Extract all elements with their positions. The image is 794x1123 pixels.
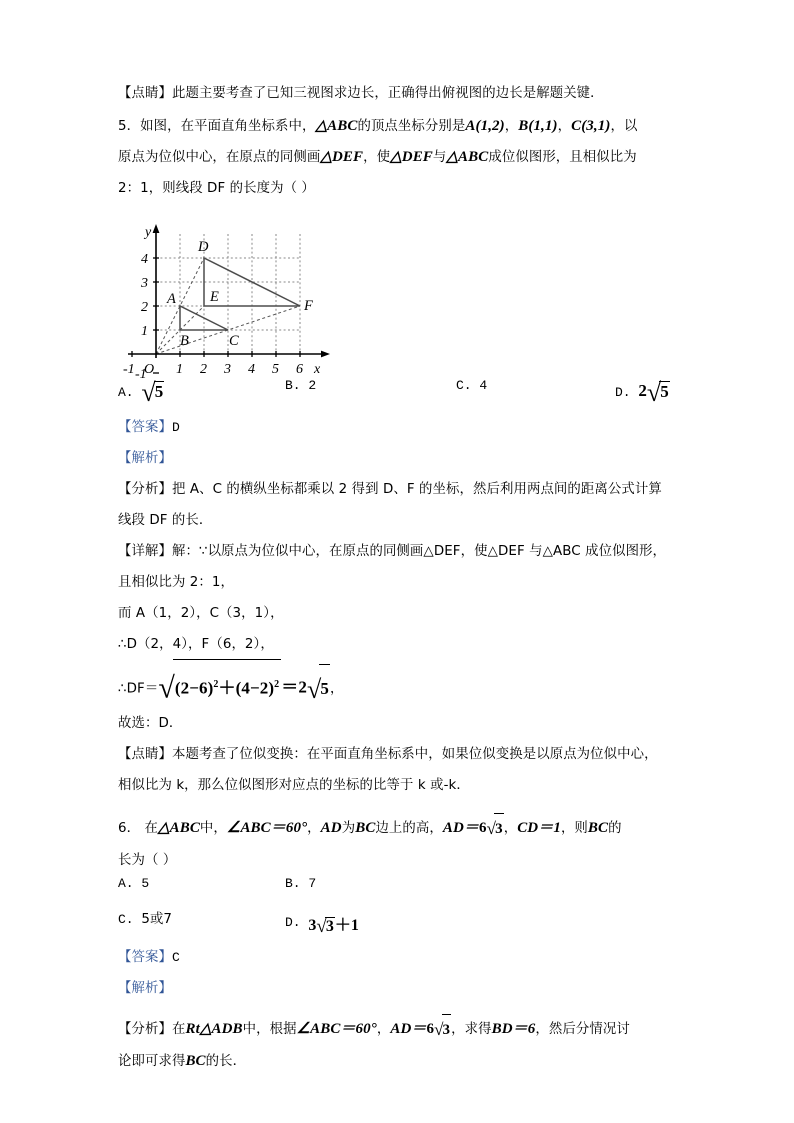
q5-stem-l3: 2：1，则线段 DF 的长度为（ ）: [118, 181, 315, 196]
q6-stem-p5: 边上的高，: [375, 821, 443, 836]
q5-formula-equals: ＝: [281, 677, 299, 697]
q6-analysis-p5: ，然后分情况讨: [535, 1022, 630, 1037]
q6-analysis-bd: BD＝6: [491, 1021, 536, 1037]
y-tick-1: 1: [141, 324, 148, 339]
q5-detail-line-1: [118, 536, 690, 567]
q5-option-a-value: √5: [141, 378, 164, 407]
q5-stem-part2: 的顶点坐标分别是: [357, 119, 466, 134]
q5-stem-line-2: [118, 142, 690, 173]
q5-detail-line-2: [118, 567, 690, 598]
q6-analysis-p2: 中，根据: [242, 1022, 297, 1037]
q6-analysis-p4: ，求得: [451, 1022, 492, 1037]
q5-answer-line: [118, 412, 690, 443]
q6-math-abc: △ABC: [157, 820, 200, 836]
q5-option-c[interactable]: [456, 378, 487, 393]
q5-formula-prefix: ∴DF＝: [118, 681, 159, 697]
label-D: D: [198, 239, 209, 255]
q5-point-line-2: [118, 770, 690, 801]
q5-conclusion: 故选：D．: [118, 716, 183, 731]
q6-option-a-value: 5: [141, 876, 150, 891]
q5-point-c: C(3,1): [571, 118, 611, 134]
q6-option-b-value: 7: [308, 876, 317, 891]
q5-option-c-tag: C.: [456, 378, 472, 393]
q6-analysis-ad-coef: 6: [426, 1021, 435, 1037]
label-A: A: [167, 291, 176, 307]
label-C: C: [229, 333, 239, 349]
x-tick-2: 2: [200, 362, 207, 377]
x-tick-1: 1: [176, 362, 183, 377]
q6-answer-value: C: [171, 950, 180, 965]
q6-stem-p4: 为: [341, 821, 356, 836]
q5-formula-radical: $√(2-6)^2+(4-2)^2$: [158, 660, 281, 714]
q6-stem-line-1: [118, 813, 690, 845]
y-axis-label: y: [145, 225, 152, 240]
q5-formula-tail: ，: [329, 681, 344, 697]
note-top-text: 【点睛】此题主要考查了已知三视图求边长，正确得出俯视图的边长是解题关键．: [118, 86, 604, 101]
q5-point-l2: 相似比为 k，那么位似图形对应点的坐标的比等于 k 或-k．: [118, 778, 470, 793]
q6-option-c-value: 5或7: [141, 912, 172, 927]
q6-math-ad-radical: √3: [487, 814, 504, 845]
q5-stem-part1: 5．如图，在平面直角坐标系中，: [118, 119, 316, 134]
label-E: E: [210, 289, 219, 305]
q6-option-c[interactable]: [118, 908, 172, 927]
x-tick-6: 6: [296, 362, 303, 377]
q5-option-c-value: 4: [479, 378, 488, 393]
q6-stem-p7: ，则: [560, 821, 588, 836]
q6-option-a-tag: A.: [118, 876, 134, 891]
q6-option-d-radical: √3: [316, 916, 334, 937]
q6-analysis-line-1: [118, 1014, 690, 1046]
q6-math-angle: ∠ABC＝60°: [226, 820, 308, 836]
q6-option-c-tag: C.: [118, 912, 134, 927]
q5-stem-l2b: ，使: [363, 150, 391, 165]
q6-analysis-line-2: [118, 1046, 690, 1077]
q5-detail-tag: 【详解】: [118, 544, 172, 559]
q5-formula-term2: (4−2): [235, 678, 275, 698]
q6-analysis-p1: 在: [171, 1022, 186, 1037]
q6-math-bc: BC: [355, 820, 376, 836]
q5-option-a-tag: A.: [118, 385, 134, 400]
q5-option-a-radicand: 5: [154, 382, 164, 401]
y-tick--1: -1: [135, 367, 147, 378]
q5-analysis-line-1: [118, 474, 690, 505]
q6-stem-l2: 长为（ ）: [118, 853, 177, 868]
q5-detail-l4: ∴D（2，4），F（6，2），: [118, 637, 274, 652]
q6-math-cd: CD＝1: [517, 820, 561, 836]
q5-detail-l3: 而 A（1，2），C（3，1），: [118, 606, 284, 621]
q5-analysis-l1: 把 A、C 的横纵坐标都乘以 2 得到 D、F 的坐标，然后利用两点间的距离公式计算: [171, 482, 662, 497]
q6-stem-line-2: [118, 845, 690, 876]
q6-options-row-2: [118, 908, 690, 942]
q6-stem-p8: 的: [608, 821, 622, 836]
q6-analysis-ad-eq: AD＝: [390, 1021, 427, 1037]
q5-detail-line-4: [118, 629, 690, 660]
axis-ticks: [132, 258, 300, 373]
q5-option-b[interactable]: [285, 378, 316, 393]
q6-analysis-l2-bc: BC: [185, 1053, 206, 1069]
q5-formula-plus: ＋: [218, 678, 236, 698]
q6-option-b[interactable]: [285, 876, 316, 891]
q6-option-d-coef: 3: [308, 917, 317, 934]
x-axis-arrow: [321, 351, 330, 358]
q5-stem-l2c: 与: [432, 150, 447, 165]
q5-formula-result-radicand: 5: [319, 664, 330, 713]
q6-option-d[interactable]: [285, 912, 359, 938]
q5-stem-part3: ，以: [610, 119, 638, 134]
q5-stem-line-3: [118, 173, 690, 204]
q5-explain-tag: 【解析】: [118, 451, 172, 466]
q6-analysis-ad-radicand: 3: [442, 1014, 452, 1045]
q5-explain-line: [118, 443, 690, 474]
q5-option-d-value: √5: [646, 378, 669, 407]
q5-formula-exp2: 2: [274, 679, 280, 690]
q5-option-d[interactable]: [615, 378, 670, 408]
coordinate-plane-svg: [118, 206, 438, 378]
q6-option-b-tag: B.: [285, 876, 301, 891]
q5-option-d-radicand: 5: [660, 382, 669, 401]
q6-analysis-l2b: 的长．: [205, 1054, 247, 1069]
q5-formula-term1: (2−6): [174, 678, 214, 698]
q5-detail-line-3: [118, 598, 690, 629]
q6-answer-line: [118, 942, 690, 973]
q6-option-d-tag: D.: [285, 915, 301, 930]
x-tick-4: 4: [248, 362, 255, 377]
label-B: B: [180, 333, 189, 349]
grid-lines: [156, 234, 300, 354]
y-tick-3: 3: [141, 276, 148, 291]
q6-stem-p2: 中，: [199, 821, 227, 836]
q5-point-a: A(1,2): [465, 118, 505, 134]
q6-math-ad: AD: [320, 820, 342, 836]
q5-figure: [118, 206, 690, 378]
y-tick-2: 2: [141, 300, 148, 315]
q6-analysis-ad-radical: √3: [434, 1015, 451, 1046]
q6-analysis-angle: ∠ABC＝60°: [296, 1021, 377, 1037]
note-top-line: [118, 78, 690, 109]
q5-analysis-tag: 【分析】: [118, 482, 172, 497]
q5-point-line-1: [118, 739, 690, 770]
q5-option-d-coef: 2: [638, 381, 647, 400]
q6-option-d-suffix: ＋1: [334, 917, 359, 934]
q5-stem-l2d: 成位似图形，且相似比为: [488, 150, 637, 165]
q6-stem-p6: ，: [503, 821, 518, 836]
q5-formula-result-coef: 2: [298, 677, 307, 697]
q6-option-a[interactable]: [118, 876, 149, 891]
q5-formula-line: [118, 660, 690, 708]
q5-option-b-tag: B.: [285, 378, 301, 393]
q6-math-ad-eq: AD＝: [442, 820, 480, 836]
q5-option-a[interactable]: [118, 378, 164, 408]
q6-explain-line: [118, 973, 690, 1004]
q6-analysis-rt-adb: Rt△ADB: [185, 1021, 243, 1037]
q5-answer-value: D: [171, 420, 180, 435]
q5-comma-2: ，: [557, 119, 572, 134]
q5-formula-exp1: 2: [213, 679, 219, 690]
q5-option-b-value: 2: [308, 378, 317, 393]
q5-math-def-1: △DEF: [320, 149, 364, 165]
q5-formula-result-radical: √5: [307, 665, 330, 714]
x-tick--1: -1: [123, 362, 135, 377]
q5-options-row: [118, 378, 690, 412]
q6-answer-tag: 【答案】: [118, 950, 172, 965]
q6-math-ad-coef: 6: [479, 820, 487, 836]
q5-analysis-line-2: [118, 505, 690, 536]
q5-answer-tag: 【答案】: [118, 420, 172, 435]
q5-point-l1: 本题考查了位似变换：在平面直角坐标系中，如果位似变换是以原点为位似中心，: [171, 747, 658, 762]
x-tick-3: 3: [224, 362, 231, 377]
label-F: F: [304, 298, 313, 314]
q5-detail-l2: 且相似比为 2：1，: [118, 575, 235, 590]
y-axis-arrow: [153, 224, 160, 233]
q5-math-def-2: △DEF: [390, 149, 433, 165]
q6-options-row-1: [118, 876, 690, 908]
q6-stem-p1: 6． 在: [118, 821, 158, 836]
y-tick-4: 4: [141, 252, 148, 267]
q6-analysis-tag: 【分析】: [118, 1022, 172, 1037]
q6-explain-tag: 【解析】: [118, 981, 172, 996]
vertex-labels: [166, 239, 313, 349]
q6-analysis-l2a: 论即可求得: [118, 1054, 186, 1069]
q5-math-abc: △ABC: [315, 118, 358, 134]
q6-analysis-p3: ，: [376, 1022, 391, 1037]
x-tick-5: 5: [272, 362, 279, 377]
q6-math-bc-2: BC: [587, 820, 609, 836]
q5-analysis-l2: 线段 DF 的长．: [118, 513, 213, 528]
q5-stem-l2a: 原点为位似中心，在原点的同侧画: [118, 150, 321, 165]
origin-label: O: [144, 362, 155, 377]
x-axis-label: x: [314, 362, 321, 377]
q6-option-d-radicand: 3: [325, 918, 334, 935]
q5-point-tag: 【点睛】: [118, 747, 172, 762]
q5-stem-line-1: [118, 111, 690, 142]
q5-option-d-tag: D.: [615, 385, 631, 400]
q5-math-abc-2: △ABC: [446, 149, 489, 165]
q5-detail-l1: 解：∵以原点为位似中心，在原点的同侧画△DEF，使△DEF 与△ABC 成位似图形，: [171, 544, 667, 559]
q6-stem-p3: ，: [307, 821, 321, 836]
q5-point-b: B(1,1): [518, 118, 558, 134]
q6-math-ad-radicand: 3: [494, 813, 504, 844]
q5-comma-1: ，: [504, 119, 519, 134]
